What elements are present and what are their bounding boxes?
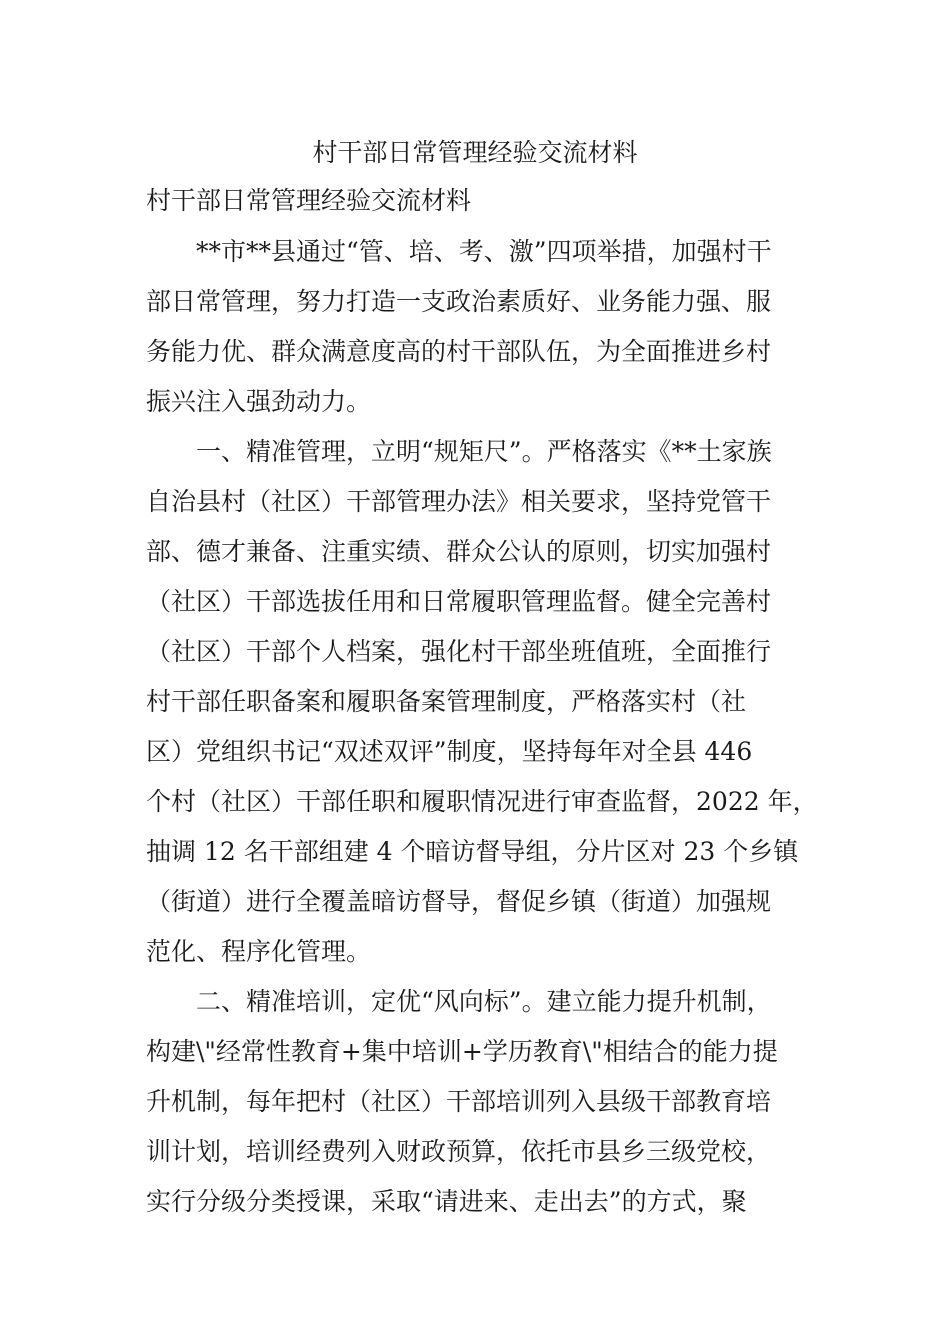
body-line: 抽调 12 名干部组建 4 个暗访督导组，分片区对 23 个乡镇 — [146, 837, 799, 866]
body-line: 范化、程序化管理。 — [146, 937, 372, 966]
body-line: 部、德才兼备、注重实绩、群众公认的原则，切实加强村 — [146, 537, 772, 566]
body-line: （社区）干部选拔任用和日常履职管理监督。健全完善村 — [146, 587, 772, 616]
body-line: 升机制，每年把村（社区）干部培训列入县级干部教育培 — [146, 1087, 772, 1116]
body-line: 自治县村（社区）干部管理办法》相关要求，坚持党管干 — [146, 487, 772, 516]
body-line: 二、精准培训，定优“风向标”。建立能力提升机制， — [146, 987, 772, 1016]
body-line: 个村（社区）干部任职和履职情况进行审查监督，2022 年， — [146, 787, 818, 816]
body-line: 区）党组织书记“双述双评”制度，坚持每年对全县 446 — [146, 737, 753, 766]
body-line: **市**县通过“管、培、考、激”四项举措，加强村干 — [146, 237, 772, 266]
body-line: （社区）干部个人档案，强化村干部坐班值班，全面推行 — [146, 637, 772, 666]
body-line: 务能力优、群众满意度高的村干部队伍，为全面推进乡村 — [146, 337, 772, 366]
body-line: 部日常管理，努力打造一支政治素质好、业务能力强、服 — [146, 287, 772, 316]
body-line: 村干部任职备案和履职备案管理制度，严格落实村（社 — [146, 687, 747, 716]
body-line: 振兴注入强劲动力。 — [146, 387, 372, 416]
body-line: 构建\"经常性教育+集中培训+学历教育\"相结合的能力提 — [146, 1037, 778, 1066]
body-line: 一、精准管理，立明“规矩尺”。严格落实《**土家族 — [146, 437, 772, 466]
body-line: 实行分级分类授课，采取“请进来、走出去”的方式，聚 — [146, 1187, 747, 1216]
document-title: 村干部日常管理经验交流材料 — [312, 138, 638, 167]
body-line: 训计划，培训经费列入财政预算，依托市县乡三级党校， — [146, 1137, 772, 1166]
body-line: 村干部日常管理经验交流材料 — [146, 186, 472, 215]
body-line: （街道）进行全覆盖暗访督导，督促乡镇（街道）加强规 — [146, 887, 772, 916]
